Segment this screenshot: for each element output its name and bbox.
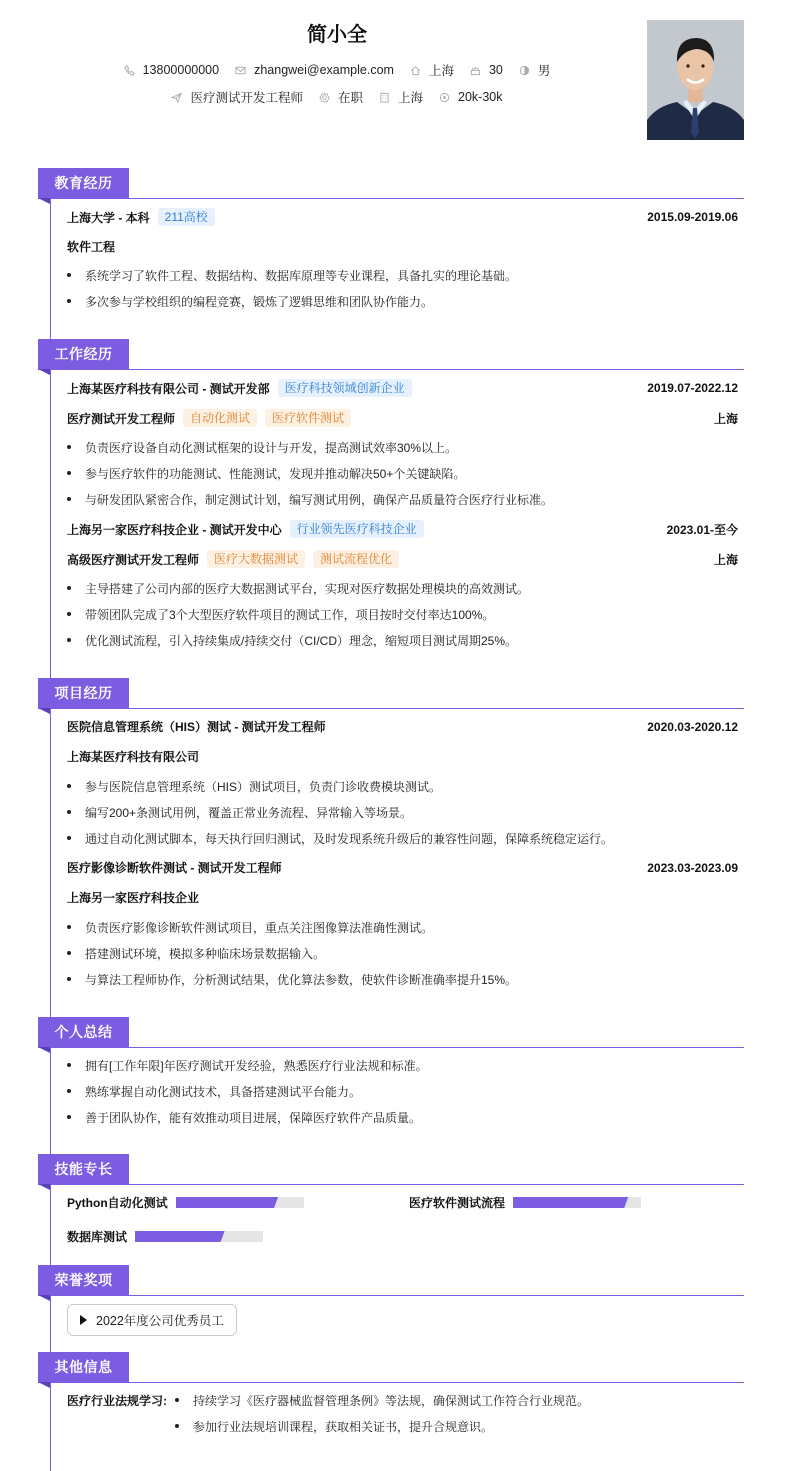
skill-name: 医疗软件测试流程	[409, 1196, 506, 1210]
mail-icon	[235, 65, 246, 76]
resume-header	[0, 0, 794, 160]
section-education	[38, 168, 744, 309]
list-item: 参加行业法规培训课程，获取相关证书，提升合规意识。	[175, 1418, 738, 1435]
list-item: 负责医疗影像诊断软件测试项目，重点关注图像算法准确性测试。	[67, 919, 738, 936]
work-location: 上海	[713, 552, 738, 567]
list-item: 编写200+条测试用例，覆盖正常业务流程、异常输入等场景。	[67, 804, 738, 821]
job-title-text: 医疗测试开发工程师	[190, 91, 303, 105]
gender-item	[519, 61, 551, 79]
role-title: 医疗测试开发工程师	[67, 411, 176, 426]
section-title: 工作经历	[38, 339, 129, 369]
email-text: zhangwei@example.com	[254, 63, 394, 77]
phone-item	[124, 63, 219, 77]
job-row	[0, 88, 674, 106]
list-item: 与算法工程师协作，分析测试结果，优化算法参数，使软件诊断准确率提升15%。	[67, 971, 738, 988]
gender-icon	[519, 65, 530, 76]
other-label: 医疗行业法规学习:	[67, 1394, 167, 1408]
send-icon	[171, 92, 182, 103]
work-company-row	[67, 520, 738, 538]
list-item: 熟练掌握自动化测试技术，具备搭建测试平台能力。	[67, 1083, 738, 1100]
phone-icon	[124, 65, 135, 76]
award-item[interactable]	[67, 1304, 237, 1336]
company-name: 上海某医疗科技有限公司 - 测试开发部	[67, 381, 270, 396]
education-period: 2015.09-2019.06	[647, 210, 738, 224]
list-item: 通过自动化测试脚本，每天执行回归测试，及时发现系统升级后的兼容性问题，保障系统稳定运行。	[67, 830, 738, 847]
project-period: 2020.03-2020.12	[647, 719, 738, 734]
skill-bar-fill	[135, 1231, 225, 1242]
project-period: 2023.03-2023.09	[647, 860, 738, 875]
role-title: 高级医疗测试开发工程师	[67, 552, 200, 567]
section-work	[38, 339, 744, 648]
section-summary	[38, 1017, 744, 1125]
work-period: 2019.07-2022.12	[647, 381, 738, 395]
play-triangle-icon	[80, 1315, 87, 1325]
status-item	[319, 88, 363, 106]
skill-bar-fill	[176, 1197, 278, 1208]
section-title: 技能专长	[38, 1154, 129, 1184]
list-item: 善于团队协作，能有效推动项目进展，保障医疗软件产品质量。	[67, 1109, 738, 1126]
project-title: 医疗影像诊断软件测试 - 测试开发工程师	[67, 861, 282, 875]
age-text: 30	[488, 63, 503, 77]
school-name: 上海大学 - 本科	[67, 210, 150, 225]
section-title: 个人总结	[38, 1017, 129, 1047]
list-item: 多次参与学校组织的编程竞赛，锻炼了逻辑思维和团队协作能力。	[67, 293, 738, 310]
city-text: 上海	[398, 91, 424, 105]
role-tag: 医疗大数据测试	[207, 550, 305, 568]
building-icon	[379, 92, 390, 103]
list-item: 参与医院信息管理系统（HIS）测试项目，负责门诊收费模块测试。	[67, 778, 738, 795]
major: 软件工程	[67, 240, 116, 254]
section-title: 荣誉奖项	[38, 1265, 129, 1295]
work-role-row	[67, 550, 738, 568]
list-item: 主导搭建了公司内部的医疗大数据测试平台，实现对医疗数据处理模块的高效测试。	[67, 580, 738, 597]
project-title-row	[67, 718, 738, 735]
skill-name: Python自动化测试	[67, 1196, 168, 1210]
list-item: 与研发团队紧密合作，制定测试计划，编写测试用例，确保产品质量符合医疗行业标准。	[67, 491, 738, 508]
skill-item	[67, 1228, 263, 1245]
job-title-item	[171, 88, 303, 106]
role-tag: 自动化测试	[183, 409, 257, 427]
skill-item	[67, 1194, 304, 1211]
skill-item	[409, 1194, 641, 1211]
skill-bar-fill	[513, 1197, 628, 1208]
work-company-row	[67, 379, 738, 397]
city-item	[379, 88, 423, 106]
cake-icon	[470, 65, 481, 76]
skill-bar	[135, 1231, 263, 1242]
home-icon	[410, 65, 421, 76]
section-honors	[38, 1265, 744, 1328]
project-title: 医院信息管理系统（HIS）测试 - 测试开发工程师	[67, 720, 326, 734]
section-skills	[38, 1154, 744, 1244]
list-item: 带领团队完成了3个大型医疗软件项目的测试工作，项目按时交付率达100%。	[67, 606, 738, 623]
hometown-item	[410, 61, 454, 79]
list-item: 负责医疗设备自动化测试框架的设计与开发，提高测试效率30%以上。	[67, 439, 738, 456]
salary-text: 20k-30k	[458, 90, 503, 104]
education-row	[67, 208, 738, 226]
candidate-name: 简小全	[307, 24, 367, 46]
school-tag: 211高校	[158, 208, 215, 226]
phone-text: 13800000000	[142, 63, 220, 77]
work-location: 上海	[713, 411, 738, 426]
section-title: 教育经历	[38, 168, 129, 198]
skill-bar	[176, 1197, 304, 1208]
hometown-text: 上海	[428, 64, 454, 78]
list-item: 系统学习了软件工程、数据结构、数据库原理等专业课程，具备扎实的理论基础。	[67, 267, 738, 284]
work-role-row	[67, 409, 738, 427]
gender-text: 男	[537, 64, 551, 78]
skill-name: 数据库测试	[67, 1230, 128, 1244]
company-name: 上海另一家医疗科技企业 - 测试开发中心	[67, 522, 282, 537]
salary-item	[439, 90, 502, 104]
section-projects	[38, 678, 744, 987]
section-title: 其他信息	[38, 1352, 129, 1382]
project-title-row	[67, 859, 738, 876]
project-company: 上海某医疗科技有限公司	[67, 750, 200, 764]
status-text: 在职	[338, 91, 364, 105]
award-text: 2022年度公司优秀员工	[96, 1314, 224, 1328]
role-tag: 医疗软件测试	[265, 409, 351, 427]
section-title: 项目经历	[38, 678, 129, 708]
company-tag: 医疗科技领域创新企业	[278, 379, 412, 397]
list-item: 参与医疗软件的功能测试、性能测试，发现并推动解决50+个关键缺陷。	[67, 465, 738, 482]
skill-bar	[513, 1197, 641, 1208]
section-other	[38, 1352, 744, 1434]
list-item: 搭建测试环境，模拟多种临床场景数据输入。	[67, 945, 738, 962]
project-company: 上海另一家医疗科技企业	[67, 891, 200, 905]
role-tag: 测试流程优化	[313, 550, 399, 568]
work-period: 2023.01-至今	[666, 522, 738, 537]
email-item	[235, 63, 394, 77]
list-item: 拥有[工作年限]年医疗测试开发经验，熟悉医疗行业法规和标准。	[67, 1057, 738, 1074]
company-tag: 行业领先医疗科技企业	[290, 520, 424, 538]
profile-photo	[647, 20, 744, 140]
coin-icon	[439, 92, 450, 103]
gear-icon	[319, 92, 330, 103]
list-item: 持续学习《医疗器械监督管理条例》等法规，确保测试工作符合行业规范。	[175, 1392, 738, 1409]
age-item	[470, 63, 503, 77]
list-item: 优化测试流程，引入持续集成/持续交付（CI/CD）理念，缩短项目测试周期25%。	[67, 632, 738, 649]
contact-row	[0, 61, 674, 79]
